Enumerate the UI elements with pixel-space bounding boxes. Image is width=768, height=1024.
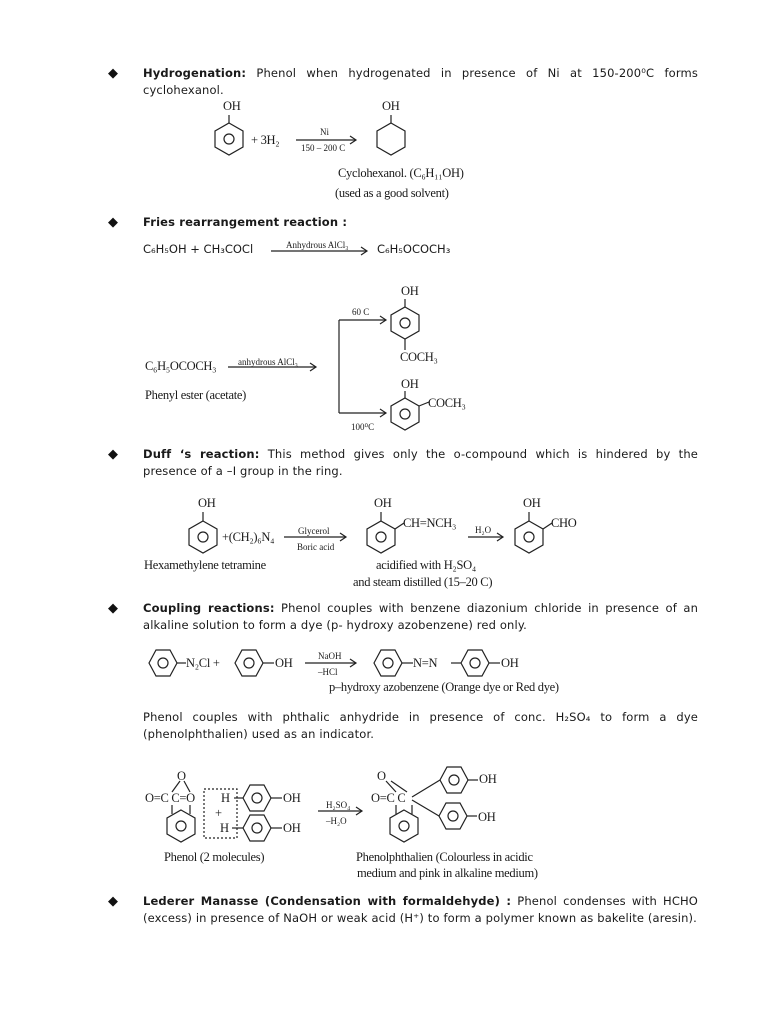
cyclohexane-ring [377, 115, 405, 155]
temperature-low: 60 C [352, 307, 370, 317]
phenol-ring [215, 115, 243, 155]
phenolphthalein-oh-bottom: OH [478, 810, 496, 824]
bullet: ◆ [108, 894, 118, 909]
phenol-oh-bottom: OH [283, 821, 301, 835]
bullet: ◆ [108, 447, 118, 462]
phenol-oh-label: OH [223, 99, 241, 113]
phenol-h-bottom: H [220, 821, 229, 835]
phenyl-ester-name: Phenyl ester (acetate) [145, 388, 246, 402]
salicylaldehyde-oh-label: OH [523, 496, 541, 510]
aldehyde-group: CHO [551, 516, 577, 530]
para-product-oh: OH [401, 284, 419, 298]
azo-product-name: p–hydroxy azobenzene (Orange dye or Red dye) [329, 680, 559, 694]
cyclohexanol-note: (used as a good solvent) [335, 186, 449, 200]
section-title: Duff ‘s reaction: [143, 447, 260, 461]
fries-equation-product: C₆H₅OCOCH₃ [377, 242, 451, 256]
phenol-ring-top [234, 785, 282, 811]
hexamine-name: Hexamethylene tetramine [144, 558, 266, 572]
phenol-ring-bottom [232, 815, 282, 841]
water-label: H₂O [475, 525, 492, 535]
branch-bracket [339, 316, 386, 417]
cyclohexanol-name: Cyclohexanol. (C₆H₁₁OH) [338, 166, 464, 180]
phenol-oh-label: OH [198, 496, 216, 510]
plus-sign: + [215, 806, 222, 820]
anhydride-carbonyls: O=C C=O [145, 791, 195, 805]
dashed-reacting-box [204, 789, 237, 838]
phenolphthalein-phenol-bottom [439, 803, 477, 829]
phenolphthalein-oxygen: O [377, 769, 386, 783]
section-title: Fries rearrangement reaction : [143, 215, 348, 229]
duff-paragraph: Duff ‘s reaction: This method gives only the o-compound which is hindered by the presence of a –I group in the ring. [143, 447, 698, 478]
diazonium-chloride: N₂Cl + [186, 656, 220, 670]
imine-group: CH=NCH₃ [403, 516, 457, 530]
reaction-arrow [305, 659, 356, 667]
ortho-product-coch3: COCH₃ [428, 396, 466, 410]
coupling-paragraph: Coupling reactions: Phenol couples with benzene diazonium chloride in presence of an alkaline solution to form a dye (p- hydroxy azobenzene) red only. [143, 601, 699, 632]
anhydrous-alcl3-label: anhydrous AlCl₃ [238, 357, 298, 367]
phenol-oh-top: OH [283, 791, 301, 805]
reaction-arrow [296, 136, 356, 144]
phenolphthalein-core [386, 780, 440, 842]
anhydride-oxygen: O [177, 769, 186, 783]
boric-acid-label: Boric acid [297, 542, 335, 552]
section-title: Hydrogenation: [143, 66, 247, 80]
section-title: Coupling reactions: [143, 601, 275, 615]
phenolphthalein-label-1: Phenolphthalien (Colourless in acidic [356, 850, 533, 864]
hexamine-reagent: +(CH₂)₆N₄ [222, 530, 275, 544]
fries-equation-reactants: C₆H₅OH + CH₃COCl [143, 242, 254, 256]
phenol-oh-label: OH [275, 656, 293, 670]
reaction-arrow [284, 533, 346, 541]
phenol-ring [235, 650, 274, 676]
bullet: ◆ [108, 66, 118, 81]
cyclohexanol-oh-label: OH [382, 99, 400, 113]
phthalic-anhydride [167, 781, 195, 842]
phenol-ring [189, 512, 217, 553]
ortho-hydroxy-acetophenone-ring [391, 391, 429, 430]
temperature-label: 150 – 200 C [301, 143, 346, 153]
hydrogen-reagent: + 3H₂ [251, 133, 280, 147]
para-hydroxy-acetophenone-ring [391, 299, 419, 350]
acidified-condition: acidified with H₂SO₄ [376, 558, 476, 572]
fries-equation-catalyst: Anhydrous AlCl₃ [286, 240, 349, 250]
phenolphthalein-label-2: medium and pink in alkaline medium) [357, 866, 538, 880]
bullet: ◆ [108, 601, 118, 616]
lederer-manasse-paragraph: Lederer Manasse (Condensation with formaldehyde) : Phenol condenses with HCHO (excess) in presence of NaOH or weak acid (H⁺) to form a polymer known as bakelite (aresin). [143, 894, 698, 925]
catalyst-label: Ni [320, 127, 329, 137]
salicylaldehyde-ring [515, 512, 552, 553]
phenolphthalein-phenol-top [440, 767, 478, 793]
sulfuric-acid-label: H₂SO₄ [326, 800, 351, 810]
steam-distilled-condition: and steam distilled (15–20 C) [353, 575, 493, 589]
para-product-coch3: COCH₃ [400, 350, 438, 364]
bullet: ◆ [108, 215, 118, 230]
phenyl-ester-formula: C₆H₅OCOCH₃ [145, 359, 217, 373]
ortho-product-oh: OH [401, 377, 419, 391]
reaction-arrow [228, 363, 316, 371]
hydrogenation-paragraph: Hydrogenation: Phenol when hydrogenated in presence of Ni at 150-200⁰C forms cyclohexanol. [143, 66, 698, 97]
phenol-two-molecules-label: Phenol (2 molecules) [164, 850, 265, 864]
azo-product-oh: OH [501, 656, 519, 670]
imine-intermediate-ring [367, 512, 404, 553]
phenol-h-top: H [221, 791, 230, 805]
benzene-diazonium-ring [149, 650, 186, 676]
reaction-arrow [468, 533, 503, 541]
azobenzene-left-ring [374, 650, 413, 676]
phenolphthalein-carbonyl: O=C C [371, 791, 406, 805]
phenolphthalein-oh-top: OH [479, 772, 497, 786]
reaction-arrow [318, 807, 362, 815]
azo-group: N=N [413, 656, 438, 670]
intermediate-oh-label: OH [374, 496, 392, 510]
temperature-high: 100⁰C [351, 422, 375, 432]
azobenzene-right-ring [451, 650, 500, 676]
naoh-label: NaOH [318, 651, 342, 661]
glycerol-label: Glycerol [298, 526, 330, 536]
phthalein-paragraph: Phenol couples with phthalic anhydride in presence of conc. H₂SO₄ to form a dye (phenolphthalien) used as an indicator. [143, 710, 698, 741]
section-title: Lederer Manasse (Condensation with formaldehyde) : [143, 894, 512, 908]
minus-water-label: –H₂O [326, 816, 347, 826]
minus-hcl-label: –HCl [318, 667, 338, 677]
reaction-arrow [271, 247, 367, 255]
